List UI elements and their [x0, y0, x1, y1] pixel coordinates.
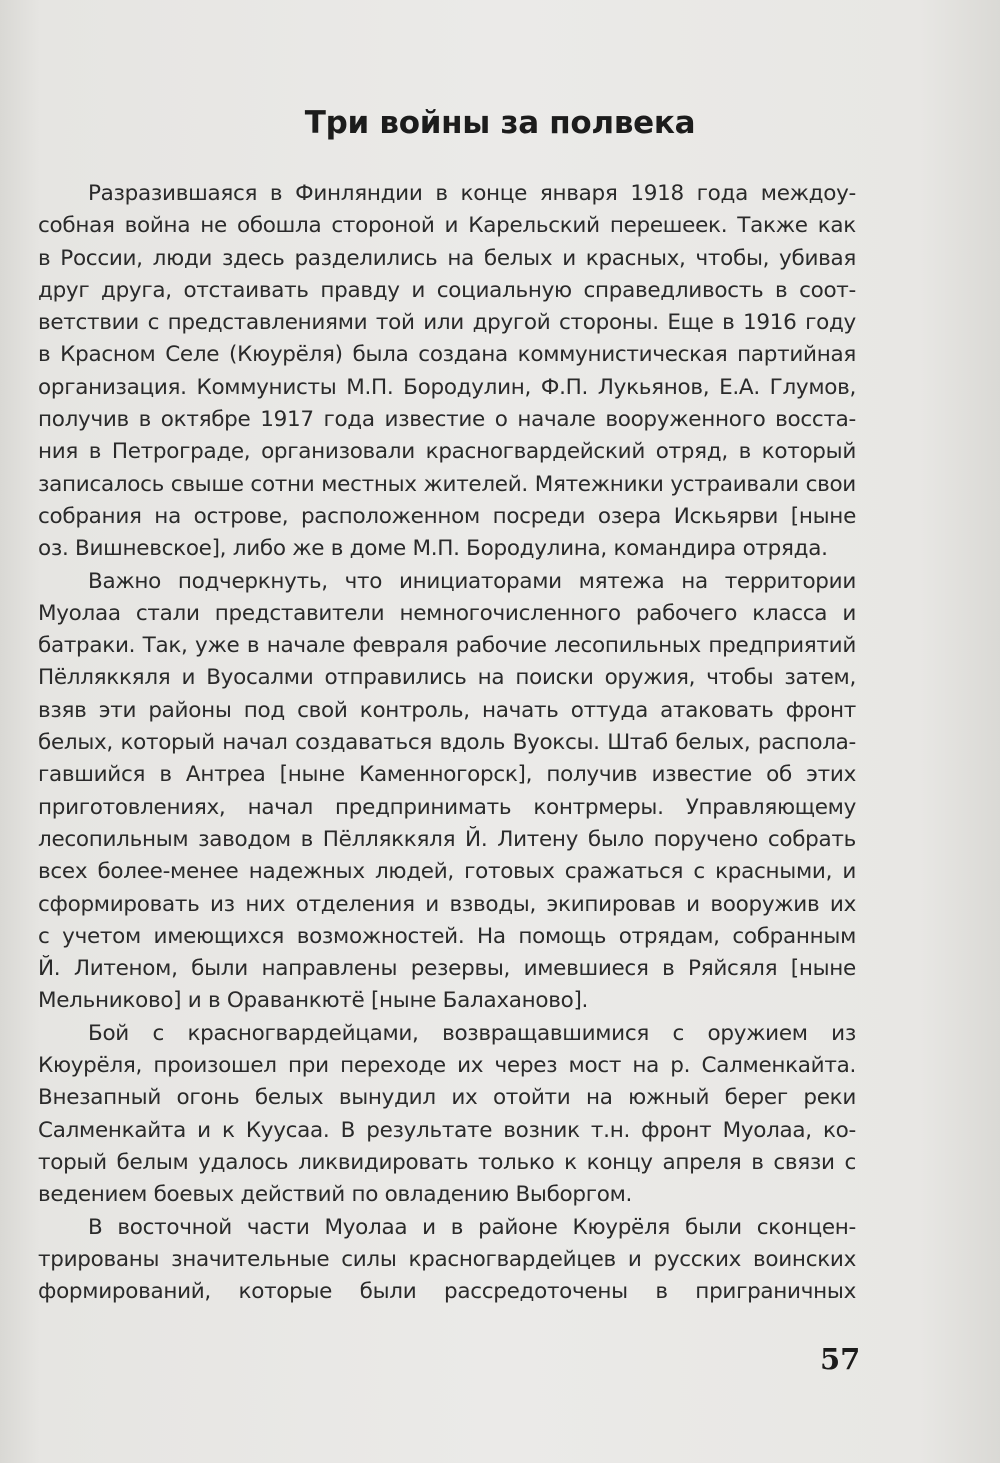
text-line: гавшийся в Антреа [ныне Каменногорск], получив известие об этих	[38, 762, 856, 788]
text-line: в России, люди здесь разделились на белых и красных, чтобы, убивая	[38, 245, 856, 271]
text-line: Внезапный огонь белых вынудил их отойти на южный берег реки	[38, 1085, 856, 1111]
text-line: собрания на острове, расположенном посреди озера Искьярви [ныне	[38, 503, 856, 529]
text-line: организация. Коммунисты М.П. Бородулин, Ф.П. Лукьянов, Е.А. Глумов,	[38, 374, 856, 400]
page-number: 57	[820, 1342, 861, 1376]
text-line: ветствии с представлениями той или другой стороны. Еще в 1916 году	[38, 310, 856, 336]
text-line: друг друга, отстаивать правду и социальную справедливость в соот-	[38, 277, 856, 303]
text-line: Мельниково] и в Ораванкютё [ныне Балаханово].	[38, 988, 589, 1014]
text-line: записалось свыше сотни местных жителей. Мятежники устраивали свои	[38, 471, 856, 497]
text-line: торый белым удалось ликвидировать только к концу апреля в связи с	[38, 1149, 856, 1175]
text-line: формирований, которые были рассредоточены в приграничных	[38, 1279, 856, 1305]
text-line: Й. Литеном, были направлены резервы, имевшиеся в Ряйсяля [ныне	[38, 956, 856, 982]
text-line: Пёлляккяля и Вуосалми отправились на поиски оружия, чтобы затем,	[38, 665, 856, 691]
body-text	[38, 178, 856, 1308]
text-line: Разразившаяся в Финляндии в конце января 1918 года междоу-	[88, 181, 856, 206]
text-line: ния в Петрограде, организовали красногвардейский отряд, в который	[38, 439, 856, 465]
text-line: взяв эти районы под свой контроль, начать оттуда атаковать фронт	[38, 697, 856, 723]
text-line: всех более-менее надежных людей, готовых сражаться с красными, и	[38, 859, 856, 885]
text-line: батраки. Так, уже в начале февраля рабочие лесопильных предприятий	[38, 633, 856, 659]
chapter-title: Три войны за полвека	[304, 105, 696, 141]
text-line: В восточной части Муолаа и в районе Кюурёля были сконцен-	[88, 1214, 856, 1240]
text-line: сформировать из них отделения и взводы, экипировав и вооружив их	[38, 891, 856, 917]
text-line: с учетом имеющихся возможностей. На помощь отрядам, собранным	[38, 923, 856, 949]
text-line: трированы значительные силы красногвардейцев и русских воинских	[38, 1246, 856, 1272]
text-line: оз. Вишневское], либо же в доме М.П. Бородулина, командира отряда.	[38, 536, 828, 562]
text-line: Бой с красногвардейцами, возвращавшимися с оружием из	[88, 1020, 856, 1046]
text-line: Важно подчеркнуть, что инициаторами мятежа на территории	[88, 568, 856, 594]
text-line: Муолаа стали представители немногочисленного рабочего класса и	[38, 600, 856, 626]
text-line: Кюурёля, произошел при переходе их через мост на р. Салменкайта.	[38, 1053, 856, 1079]
text-line: ведением боевых действий по овладению Выборгом.	[38, 1182, 633, 1208]
text-line: белых, который начал создаваться вдоль Вуоксы. Штаб белых, распола-	[38, 730, 856, 756]
text-line: собная война не обошла стороной и Карельский перешеек. Также как	[38, 213, 856, 239]
text-line: приготовлениях, начал предпринимать контрмеры. Управляющему	[38, 794, 856, 820]
text-line: Салменкайта и к Куусаа. В результате возник т.н. фронт Муолаа, ко-	[38, 1117, 856, 1143]
text-line: получив в октябре 1917 года известие о начале вооруженного восста-	[38, 407, 856, 433]
text-line: в Красном Селе (Кюурёля) была создана коммунистическая партийная	[38, 342, 856, 368]
text-line: лесопильным заводом в Пёлляккяля Й. Литену было поручено собрать	[38, 826, 856, 852]
